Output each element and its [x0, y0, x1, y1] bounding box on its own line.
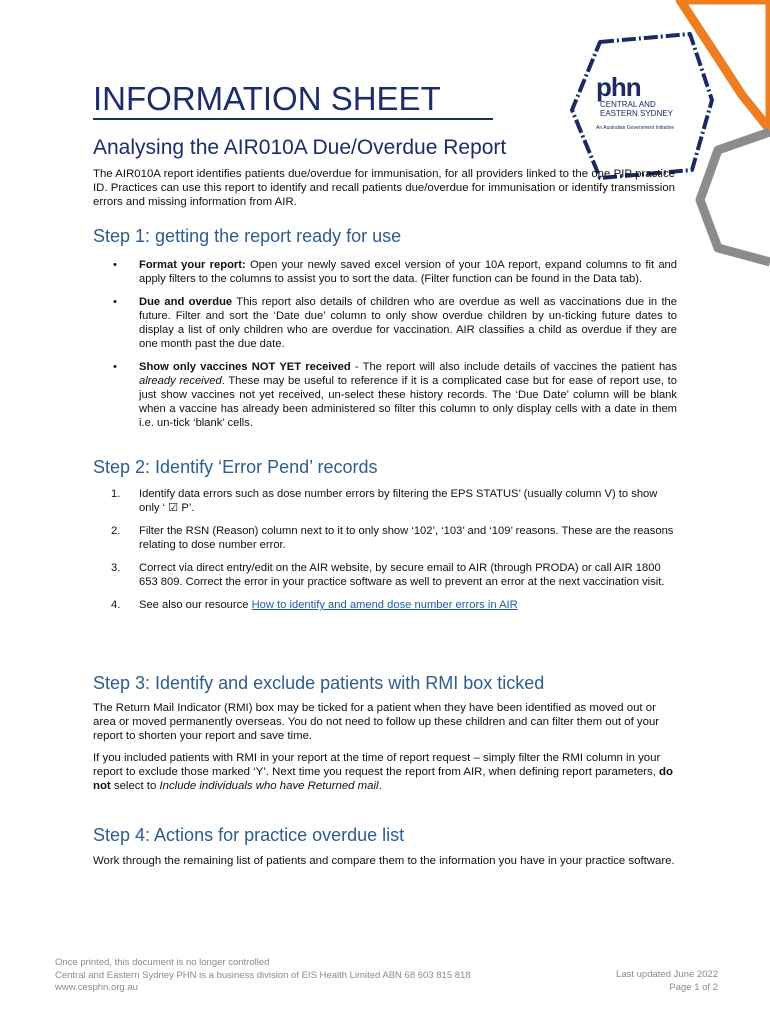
footer-website: www.cesphn.org.au — [55, 982, 138, 993]
item-italic: already received — [139, 375, 222, 387]
logo-line-2: EASTERN SYDNEY — [600, 109, 673, 118]
step2-list — [93, 487, 677, 621]
paragraph-bold: do not — [93, 766, 673, 792]
step3-heading: Step 3: Identify and exclude patients with RMI box ticked — [93, 673, 545, 693]
orange-hexagon-outline — [680, 0, 770, 130]
page-subtitle: Analysing the AIR010A Due/Overdue Report — [93, 136, 507, 159]
paragraph-italic: Include individuals who have Returned mail — [159, 780, 379, 792]
step1-heading: Step 1: getting the report ready for use — [93, 226, 402, 246]
dose-number-errors-link[interactable]: How to identify and amend dose number errors in AIR — [251, 599, 518, 611]
step4-paragraph: Work through the remaining list of patients and compare them to the information you have in your practice software. — [93, 855, 675, 867]
bullet: • — [113, 361, 117, 373]
footer-last-updated: Last updated June 2022 — [616, 969, 718, 980]
list-item — [93, 295, 677, 351]
item-number: 1. — [111, 488, 121, 500]
step2-heading: Step 2: Identify ‘Error Pend’ records — [93, 457, 378, 477]
item-number: 4. — [111, 599, 121, 611]
footer-page-number: Page 1 of 2 — [669, 981, 718, 993]
item-bold-label: Format your report: — [139, 259, 246, 271]
item-text: See also our resource — [139, 599, 252, 611]
item-text: This report also details of children who are overdue as well as vaccinations due in the future. Filter and sort the ‘Date due’ column to only show overdue children by un-ticking future dates to display a list of only children who are overdue for vaccination. AIR classifies a child as overdue if they are one month past the due date. — [139, 296, 678, 350]
logo-tagline: An Australian Government Initiative — [596, 125, 675, 131]
logo-line-1: CENTRAL AND — [600, 100, 656, 109]
step4-heading: Step 4: Actions for practice overdue list — [93, 825, 405, 845]
paragraph-text: . — [378, 780, 382, 792]
item-text: Open your newly saved excel version of your 10A report, expand columns to fit and apply filters to the columns to assist you to sort the data. (Filter function can be found in the Data tab). — [139, 259, 677, 285]
step1-list — [93, 258, 677, 439]
list-item — [93, 360, 677, 430]
footer-business-note: Central and Eastern Sydney PHN is a business division of EIS Health Limited ABN 68 603 815 818 — [55, 969, 471, 981]
item-number: 3. — [111, 562, 121, 574]
step3-paragraph-2 — [93, 751, 675, 793]
list-item — [93, 524, 677, 552]
bullet: • — [113, 296, 117, 308]
list-item — [93, 561, 677, 589]
list-item — [93, 258, 677, 286]
item-bold-label: Show only vaccines NOT YET received — [139, 361, 351, 373]
item-text: . These may be useful to reference if it is a complicated case but for ease of report use, to just show vaccines not yet received, un-select these history records. The ‘Due Date’ column will be blank when a vaccine has already been administered so filter this column to only display cells with a date in them i.e. un-tick ‘blank’ cells. — [139, 375, 678, 429]
footer-right — [616, 969, 718, 994]
title-underline — [93, 118, 493, 120]
item-text: Filter the RSN (Reason) column next to it to only show ‘102’, ‘103’ and ‘109’ reasons. These are the reasons relating to dose number error. — [139, 525, 674, 551]
item-text: Correct via direct entry/edit on the AIR website, by secure email to AIR (through PRODA) or call AIR 1800 653 809. Correct the error in your practice software as well to prevent an error at the next vaccination visit. — [139, 562, 665, 588]
item-number: 2. — [111, 525, 121, 537]
list-item — [93, 487, 677, 515]
item-text: Identify data errors such as dose number errors by filtering the EPS STATUS’ (usually column V) to show only ‘ ☑ P’. — [139, 488, 658, 514]
step3-paragraph-1: The Return Mail Indicator (RMI) box may be ticked for a patient when they have been identified as moved out or area or moved permanently overseas. You do not need to follow up these children and can filter them out of your report to shorten your report and save time. — [93, 702, 660, 742]
intro-paragraph: The AIR010A report identifies patients due/overdue for immunisation, for all providers linked to the one PIP practice ID. Practices can use this report to identify and recall patients due/overdue for immunisation or identify transmission errors and missing information from AIR. — [93, 168, 675, 208]
footer-control-note: Once printed, this document is no longer controlled — [55, 957, 270, 968]
list-item — [93, 598, 677, 612]
phn-logo: phn — [596, 72, 641, 102]
paragraph-text: select to — [110, 780, 160, 792]
grey-hexagon-outline — [700, 132, 770, 262]
page-title: INFORMATION SHEET — [93, 80, 441, 117]
item-text: - The report will also include details of vaccines the patient has — [350, 361, 677, 373]
bullet: • — [113, 259, 117, 271]
paragraph-text: If you included patients with RMI in your report at the time of report request – simply filter the RMI column in your report to exclude those marked ‘Y’. Next time you request the report from AIR, when defining report parameters, — [93, 752, 661, 778]
footer-left — [55, 957, 471, 995]
item-bold-label: Due and overdue — [139, 296, 233, 308]
